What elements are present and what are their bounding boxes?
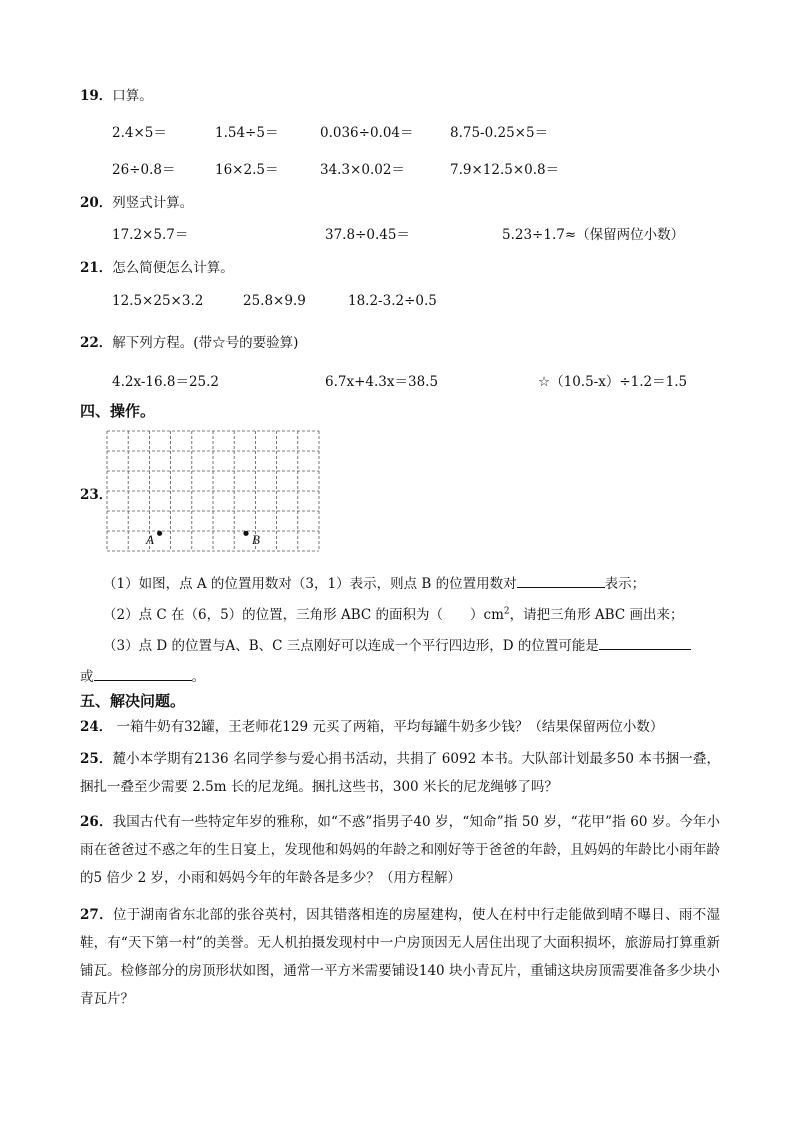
q20-heading: 20．列竖式计算。 bbox=[80, 195, 194, 211]
q22-heading: 22．解下列方程。(带☆号的要验算) bbox=[80, 335, 299, 351]
q26: 26．我国古代有一些特定年岁的雅称，如“不惑”指男子40 岁，“知命”指 50 岁，“花甲”指 60 岁。今年小雨在爸爸过不惑之年的生日宴上，发现他和妈妈的年龄之和刚好等于爸爸的年龄，且妈妈的年龄比小雨年龄的5 倍少 2 岁，小雨和妈妈今年的年龄各是多少？（用方程解） bbox=[80, 814, 721, 886]
point-b-label: B bbox=[252, 532, 260, 547]
q21-number: 21 bbox=[80, 260, 99, 276]
q23-sub3-text: （3）点 D 的位置与A、B、C 三点刚好可以连成一个平行四边形，D 的位置可能是 bbox=[103, 638, 599, 654]
q26-number: 26 bbox=[80, 814, 99, 830]
q27: 27．位于湖南省东北部的张谷英村，因其错落相连的房屋建构，使人在村中行走能做到晴不曝日、雨不湿鞋，有“天下第一村”的美誉。无人机拍摄发现村中一户房顶因无人居住出现了大面积损坏，旅游局打算重新铺瓦。检修部分的房顶形状如图，通常一平方米需要铺设140 块小青瓦片，重铺这块房顶需要准备多少块小青瓦片？ bbox=[80, 907, 720, 1007]
q23-sub1-text: （1）如图，点 A 的位置用数对（3，1）表示，则点 B 的位置用数对 bbox=[103, 576, 517, 592]
q23-number: 23 bbox=[80, 487, 99, 503]
q19-item-3: 0.036÷0.04＝ bbox=[320, 125, 414, 141]
q25-number: 25 bbox=[80, 751, 99, 767]
q23-sub3-line2 bbox=[80, 665, 205, 685]
coordinate-grid bbox=[106, 430, 320, 552]
q22-item-3: ☆（10.5-x）÷1.2＝1.5 bbox=[538, 374, 688, 390]
q24-text: 一箱牛奶有32罐，王老师花129 元买了两箱，平均每罐牛奶多少钱？（结果保留两位小数） bbox=[116, 719, 664, 735]
q23-sub2 bbox=[103, 603, 683, 623]
q19-heading: 19．口算。 bbox=[80, 88, 153, 104]
q19-title: 口算。 bbox=[112, 88, 153, 104]
point-b-dot bbox=[243, 531, 248, 536]
q23-sub1 bbox=[103, 572, 645, 592]
q21-item-3: 18.2-3.2÷0.5 bbox=[348, 293, 437, 309]
q25: 25．麓小本学期有2136 名同学参与爱心捐书活动，共捐了 6092 本书。大队部计划最多50 本书捆一叠，捆扎一叠至少需要 2.5m 长的尼龙绳。捆扎这些书，300 米长的尼龙绳够了吗？ bbox=[80, 751, 720, 795]
q19-item-2: 1.54÷5＝ bbox=[215, 125, 279, 141]
section-5-title: 五、解决问题。 bbox=[80, 692, 186, 710]
q21-item-1: 12.5×25×3.2 bbox=[112, 293, 204, 309]
q19-item-7: 34.3×0.02＝ bbox=[320, 162, 405, 178]
q23-sub3-end: 。 bbox=[191, 669, 205, 685]
q20-number: 20 bbox=[80, 195, 99, 211]
q19-item-4: 8.75-0.25×5＝ bbox=[450, 125, 549, 141]
q21-item-2: 25.8×9.9 bbox=[243, 293, 306, 309]
q20-item-2: 37.8÷0.45＝ bbox=[325, 227, 410, 243]
q23-sub2-text: （2）点 C 在（6，5）的位置，三角形 ABC 的面积为（ ）cm bbox=[103, 607, 504, 623]
q26-text: 我国古代有一些特定年岁的雅称，如“不惑”指男子40 岁，“知命”指 50 岁，“花甲”指 60 岁。今年小雨在爸爸过不惑之年的生日宴上，发现他和妈妈的年龄之和刚好等于爸爸的年龄，且妈妈的年龄比小雨年龄的5 倍少 2 岁，小雨和妈妈今年的年龄各是多少？（用方程解） bbox=[80, 814, 721, 886]
q23-sub3-or: 或 bbox=[80, 669, 94, 685]
q20-title: 列竖式计算。 bbox=[112, 195, 194, 211]
q21-heading: 21．怎么简便怎么计算。 bbox=[80, 260, 234, 276]
q20-item-3: 5.23÷1.7≈（保留两位小数） bbox=[502, 227, 685, 243]
q22-item-2: 6.7x+4.3x＝38.5 bbox=[325, 374, 439, 390]
q20-item-1: 17.2×5.7＝ bbox=[112, 227, 189, 243]
q23-sub3-blank-2[interactable] bbox=[94, 666, 192, 681]
q19-number: 19 bbox=[80, 88, 99, 104]
q22-item-1: 4.2x-16.8＝25.2 bbox=[112, 374, 220, 390]
q23-sub1-end: 表示； bbox=[604, 576, 646, 592]
q23-sub1-blank[interactable] bbox=[517, 573, 605, 588]
q22-number: 22 bbox=[80, 335, 99, 351]
q23-sub2-sup: 2 bbox=[503, 606, 510, 617]
q27-text: 位于湖南省东北部的张谷英村，因其错落相连的房屋建构，使人在村中行走能做到晴不曝日、雨不湿鞋，有“天下第一村”的美誉。无人机拍摄发现村中一户房顶因无人居住出现了大面积损坏，旅游局打算重新铺瓦。检修部分的房顶形状如图，通常一平方米需要铺设140 块小青瓦片，重铺这块房顶需要准备多少块小青瓦片？ bbox=[80, 907, 720, 1007]
q23-sub3 bbox=[103, 634, 691, 654]
q19-item-1: 2.4×5＝ bbox=[112, 125, 167, 141]
q27-number: 27 bbox=[80, 907, 99, 923]
q21-title: 怎么简便怎么计算。 bbox=[112, 260, 234, 276]
q19-item-5: 26÷0.8＝ bbox=[112, 162, 176, 178]
q19-item-6: 16×2.5＝ bbox=[215, 162, 279, 178]
q23-heading: 23． bbox=[80, 487, 113, 503]
q22-title: 解下列方程。(带☆号的要验算) bbox=[112, 335, 299, 351]
q24-number: 24 bbox=[80, 719, 99, 735]
q23-sub2-end: ，请把三角形 ABC 画出来； bbox=[509, 607, 684, 623]
q24: 24． 一箱牛奶有32罐，王老师花129 元买了两箱，平均每罐牛奶多少钱？（结果保留两位小数） bbox=[80, 719, 664, 735]
point-a-dot bbox=[157, 531, 162, 536]
q19-item-8: 7.9×12.5×0.8＝ bbox=[450, 162, 560, 178]
section-4-title: 四、操作。 bbox=[80, 402, 156, 420]
point-a-label: A bbox=[146, 532, 154, 547]
q23-sub3-blank-1[interactable] bbox=[599, 635, 691, 650]
q25-text: 麓小本学期有2136 名同学参与爱心捐书活动，共捐了 6092 本书。大队部计划最多50 本书捆一叠，捆扎一叠至少需要 2.5m 长的尼龙绳。捆扎这些书，300 米长的尼龙绳够了吗？ bbox=[80, 751, 720, 795]
